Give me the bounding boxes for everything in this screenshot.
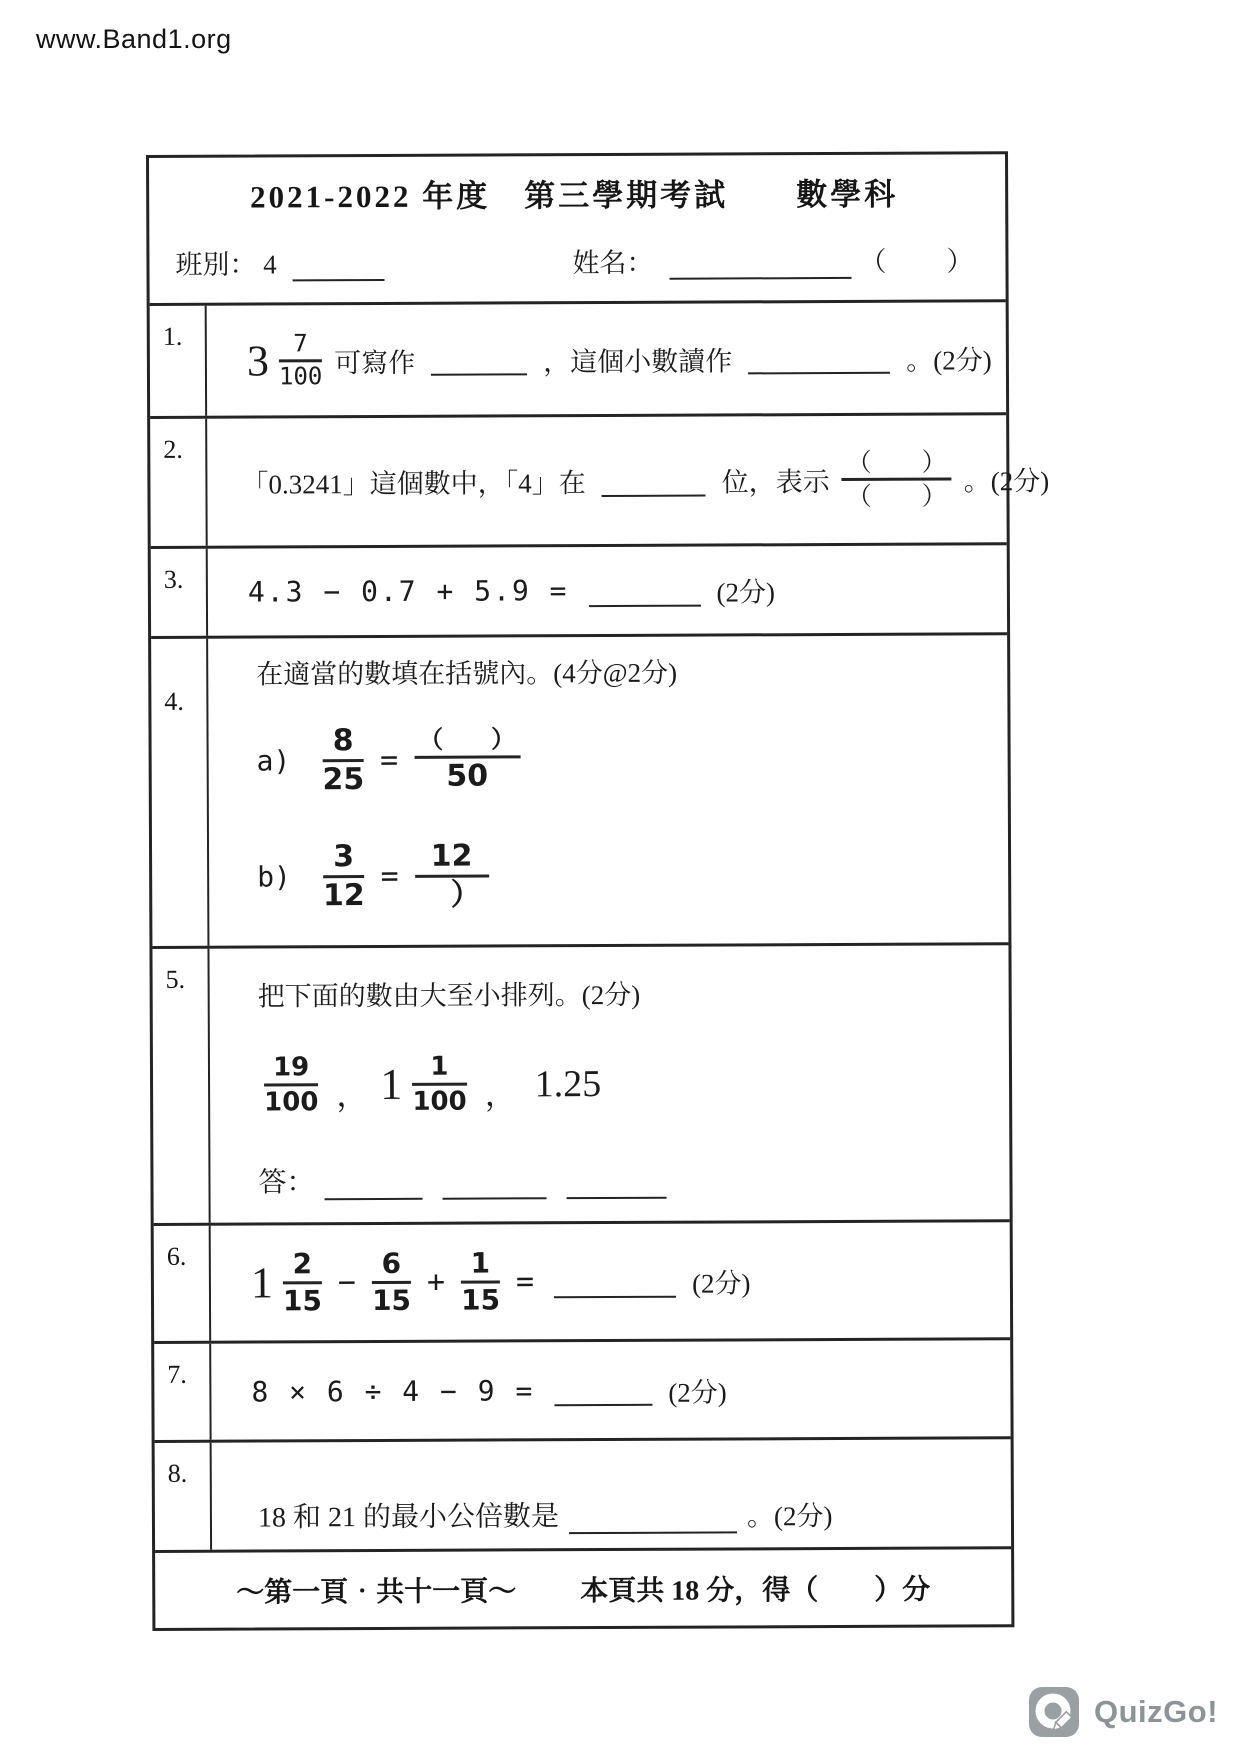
quizgo-pencil-icon (1028, 1686, 1080, 1738)
name-label: 姓名： (572, 247, 654, 279)
q4-prompt: 在適當的數填在括號內。(4分@2分) (256, 657, 678, 690)
q2-paren-fraction: $\frac{( )}{( )}$ (842, 448, 952, 509)
q4-a-label: a) (256, 744, 291, 778)
q7-score: (2分) (668, 1376, 727, 1408)
q5-answer-blank-3 (566, 1171, 666, 1199)
q7-equation: 8 × 6 ÷ 4 − 9 = (251, 1373, 535, 1409)
q5-answer-label: 答： (258, 1167, 315, 1199)
q2-text-1: 「0.3241」這個數中，「4」在 (241, 468, 586, 500)
question-row-5 (152, 942, 1009, 1223)
q5-fraction-1: $\frac{19}{100}$ (264, 1052, 319, 1118)
q6-fraction-3: $\frac{1}{15}$ (460, 1246, 501, 1317)
watermark-text: www.Band1.org (36, 24, 232, 54)
question-7-number: 7. (154, 1344, 211, 1440)
name-blank-line (669, 247, 851, 280)
q1-blank-line-1 (431, 343, 527, 375)
question-row-7 (154, 1337, 1010, 1440)
paren-close: ） (946, 246, 974, 277)
question-6-number: 6. (154, 1226, 212, 1341)
footer-page-info: ～第一頁‧共十一頁～ (236, 1575, 517, 1609)
question-1-number: 1. (150, 306, 207, 416)
q1-text-1: 可寫作 (334, 347, 416, 378)
question-5-number: 5. (152, 949, 210, 1223)
q6-minus-sign: − (337, 1265, 357, 1301)
q3-blank-line (588, 574, 700, 606)
q4-part-b (257, 838, 1008, 913)
q4-a-fraction-right: $\frac{( )}{50}$ (414, 728, 520, 794)
q6-fraction-1: $\frac{2}{15}$ (282, 1247, 323, 1318)
q5-decimal-number: 1.25 (534, 1062, 602, 1105)
q3-equation: 4.3 − 0.7 + 5.9 = (247, 574, 569, 609)
q7-blank-line (554, 1374, 652, 1406)
footer-score-info: 本頁共 18 分，得（ ）分 (580, 1574, 931, 1607)
question-3-number: 3. (151, 549, 208, 636)
q1-score: 。(2分) (906, 344, 992, 376)
q4-b-fraction-left: $\frac{3}{12}$ (322, 838, 365, 914)
q1-fraction: $\frac{7}{100}$ (278, 328, 323, 390)
q8-score: 。(2分) (746, 1501, 833, 1532)
q5-comma-1: ， (336, 1077, 369, 1114)
q1-blank-line-2 (748, 342, 890, 375)
paper-header (149, 154, 1006, 303)
question-row-4 (151, 632, 1008, 946)
class-blank-line (293, 249, 385, 281)
q4-part-a (256, 722, 1007, 797)
q5-answer-blank-1 (324, 1172, 422, 1200)
question-row-6 (154, 1219, 1011, 1341)
q5-mixed-fraction: $\frac{1}{100}$ (412, 1051, 467, 1117)
q1-text-2: ，這個小數讀作 (543, 345, 733, 377)
question-row-2 (150, 412, 1050, 546)
q2-score: 。(2分) (963, 466, 1050, 497)
question-row-8 (155, 1436, 1011, 1550)
q2-blank-line (602, 464, 706, 496)
q2-text-2: 位，表示 (721, 467, 830, 498)
quizgo-logo (1028, 1686, 1218, 1738)
q6-equals-sign: = (515, 1264, 535, 1300)
class-label: 班別： 4 (175, 249, 277, 280)
q8-text: 18 和 21 的最小公倍數是 (257, 1501, 560, 1534)
q6-score: (2分) (691, 1268, 751, 1299)
q6-blank-line (554, 1265, 676, 1298)
name-field (566, 239, 979, 280)
q3-score: (2分) (716, 577, 776, 608)
q4-b-label: b) (257, 860, 291, 894)
q4-a-fraction-left: $\frac{8}{25}$ (322, 723, 365, 798)
q5-number-list (258, 1050, 1009, 1116)
exam-title: 2021-2022 年度 第三學期考試 數學科 (250, 176, 899, 215)
q1-whole-number: 3 (246, 335, 270, 386)
q5-answer-blank-2 (442, 1171, 546, 1199)
paren-open: （ (859, 246, 887, 277)
q5-prompt: 把下面的數由大至小排列。(2分) (257, 979, 641, 1012)
class-field (169, 242, 394, 282)
question-2-number: 2. (150, 419, 208, 546)
paper-footer (155, 1546, 1011, 1628)
q8-blank-line (569, 1501, 737, 1534)
question-row-1 (150, 299, 1006, 416)
question-4-number: 4. (151, 639, 209, 946)
question-8-number: 8. (155, 1443, 212, 1550)
exam-paper (146, 151, 1050, 1631)
q4-b-fraction-right: $\frac{12}{)}$ (415, 840, 489, 912)
q6-whole-number: 1 (250, 1258, 274, 1308)
quizgo-wordmark: QuizGo! (1094, 1694, 1219, 1729)
q4-b-equals: = (380, 859, 399, 895)
q5-mixed-whole: 1 (380, 1059, 403, 1110)
q5-answer-line (258, 1157, 1009, 1200)
q6-fraction-2: $\frac{6}{15}$ (371, 1246, 412, 1318)
question-row-3 (151, 542, 1007, 636)
q5-comma-2: ， (484, 1076, 517, 1113)
q6-plus-sign: + (426, 1264, 446, 1300)
q4-a-equals: = (380, 743, 399, 779)
